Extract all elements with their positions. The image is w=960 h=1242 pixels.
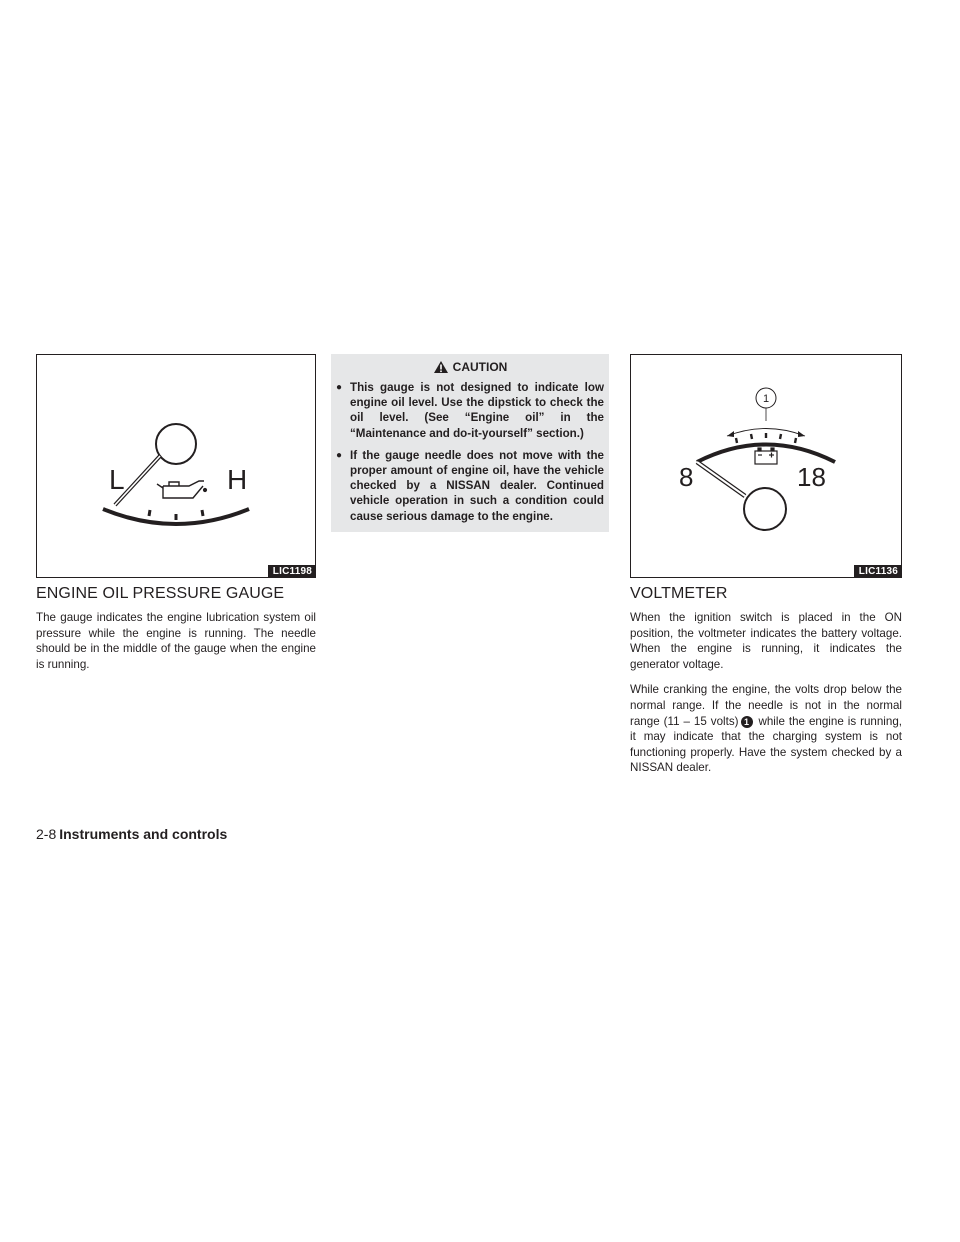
caution-header <box>336 360 604 374</box>
section-body <box>36 610 316 672</box>
section-heading: ENGINE OIL PRESSURE GAUGE <box>36 585 285 602</box>
right-column <box>630 354 902 786</box>
voltmeter-illustration <box>631 355 901 577</box>
caution-item-text: This gauge is not designed to indicate low engine oil level. Use the dipstick to check the oil level. (See “Engine oil” in the “Maintenance and do-it-yourself” section.) <box>350 381 604 440</box>
paragraph: When the ignition switch is placed in the ON position, the voltmeter indicates the battery voltage. When the engine is running, it indicates the generator voltage. <box>630 611 902 671</box>
gauge-max-label: 18 <box>797 462 826 492</box>
battery-icon <box>755 448 777 464</box>
needle-hub <box>156 424 196 464</box>
caution-item-text: If the gauge needle does not move with the proper amount of engine oil, have the vehicle checked by a NISSAN dealer. Continued vehicle operation in such a condition could cause serious damage to the engine. <box>350 448 604 523</box>
gauge-high-label: H <box>227 464 248 495</box>
voltmeter-figure <box>630 354 902 578</box>
paragraph: While cranking the engine, the volts drop below the normal range. If the needle is not in the normal range (11 – 15 volts) 1 while the engine is running, it may indicate that the charging system is not functioning properly. Have the system checked by a NISSAN dealer. <box>630 683 902 775</box>
gauge-min-label: 8 <box>679 462 694 492</box>
gauge-low-label: L <box>109 464 125 495</box>
caution-box <box>331 354 609 532</box>
figure-tag: LIC1136 <box>854 565 902 578</box>
oil-can-icon <box>157 481 206 498</box>
oil-pressure-gauge-figure <box>36 354 316 578</box>
section-name: Instruments and controls <box>59 826 228 842</box>
voltmeter-tick-marks <box>736 433 796 443</box>
page-number: 2-8 <box>36 826 57 842</box>
bullet-icon: ● <box>336 382 343 393</box>
voltmeter-scale-arc <box>697 445 835 463</box>
caution-column <box>331 354 609 532</box>
figure-tag: LIC1198 <box>268 565 316 578</box>
caution-title: CAUTION <box>452 360 508 374</box>
section-body <box>630 610 902 776</box>
paragraph: The gauge indicates the engine lubrication system oil pressure while the engine is running. The needle should be in the middle of the gauge when the engine is running. <box>36 611 316 671</box>
warning-triangle-icon <box>433 360 449 374</box>
caution-item <box>336 380 604 441</box>
needle-hub <box>744 488 786 530</box>
callout-number-icon: 1 <box>741 716 753 728</box>
bullet-icon: ● <box>336 449 343 461</box>
page-footer <box>36 826 227 842</box>
left-column <box>36 354 316 682</box>
callout-number: 1 <box>762 393 770 405</box>
caution-item <box>336 448 604 524</box>
oil-pressure-gauge-illustration <box>37 355 315 577</box>
section-heading: VOLTMETER <box>630 585 728 602</box>
gauge-tick-marks <box>149 510 203 520</box>
